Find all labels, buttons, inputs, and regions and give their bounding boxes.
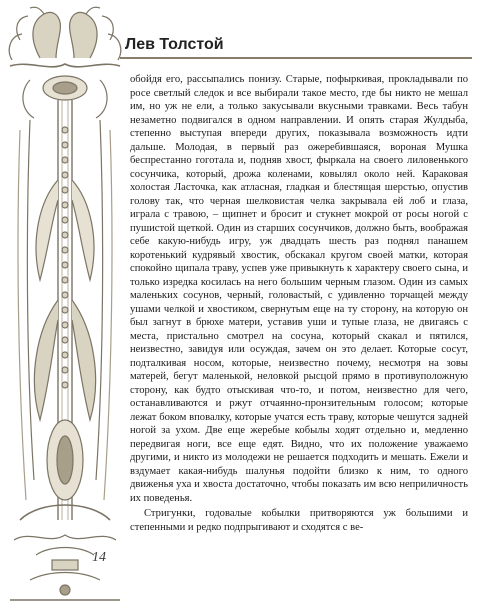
paragraph: обойдя его, рассыпались понизу. Старые, пофыркивая, прокладывали по росе светлый следок и все выбирали такое место, где бы никто не мешал им, но уж не ели, а только закусывали вкусными травками. Весь табун незаметно подвигался в одном направлении. И опять старая Жулдыба, степенно выступая впереди других, показывала возможность идти дальше. Молодая, в первый раз ожеребившаяся, вороная Мушка беспрестанно гоготала и, подняв хвост, фыркала на своего лиловенького сосунчика, который, дрожа коленами, ковылял около ней. Караковая холостая Ласточка, как атласная, гладкая и блестящая шерстью, опустив голову так, что черная шелковистая челка закрывала ей лоб и глаза, играла с травою, – щипнет и бросит и стукнет мокрой от росы ногой с пушистой щеткой. Один из старших сосунчиков, должно быть, воображая себе какую-нибудь игру, уж двадцать шесть раз поднял панашем коротенький кудрявый хвостик, обскакал кругом своей матки, которая спокойно щипала траву, успев уже привыкнуть к характеру своего сына, и только изредка косилась на него большим черным глазом. Один из самых маленьких сосунов, черный, головастый, с удивленно торчащей между ушами челкой и хвостиком, свернутым еще на ту сторону, на которую он был загнут в брюхе матери, уставив уши и тупые глаза, не двигаясь с места, пристально смотрел на сосуна, который скакал и пятился, неизвестно, завидуя или осуждая, зачем он это делает. Которые сосут, подталкивая носом, которые, неизвестно почему, несмотря на зовы матерей, бегут маленькой, неловкой рысцой прямо в противуположную сторону, как будто отыскивая что-то, и потом, неизвестно для чего, останавливаются и ржут отчаянно-пронзительным голосом; которые лежат боком вповалку, которые учатся есть траву, которые чешутся задней ногой за ухом. Две еще жеребые кобылы ходят отдельно и, медленно передвигая ноги, все еще едят. Видно, что их положение уважаемо другими, и никто из молодежи не решается подходить и мешать. Ежели и вздумает какая-нибудь шалунья подойти близко к ним, то одного движенья уха и хвоста достаточно, чтобы показать им всю неприличность их поведенья. (130, 74, 468, 504)
horse-head-right (70, 12, 97, 58)
horse-head-left (33, 12, 60, 58)
art-nouveau-ornament (0, 0, 130, 613)
paragraph: Стригунки, годовалые кобылки притворяются уж большими и степенными и редко подпрыгивают и сходятся с ве- (130, 508, 468, 533)
body-text (130, 73, 468, 534)
running-header-author: Лев Толстой (125, 36, 224, 53)
page-number: 14 (92, 550, 106, 565)
header-rule (120, 57, 472, 59)
